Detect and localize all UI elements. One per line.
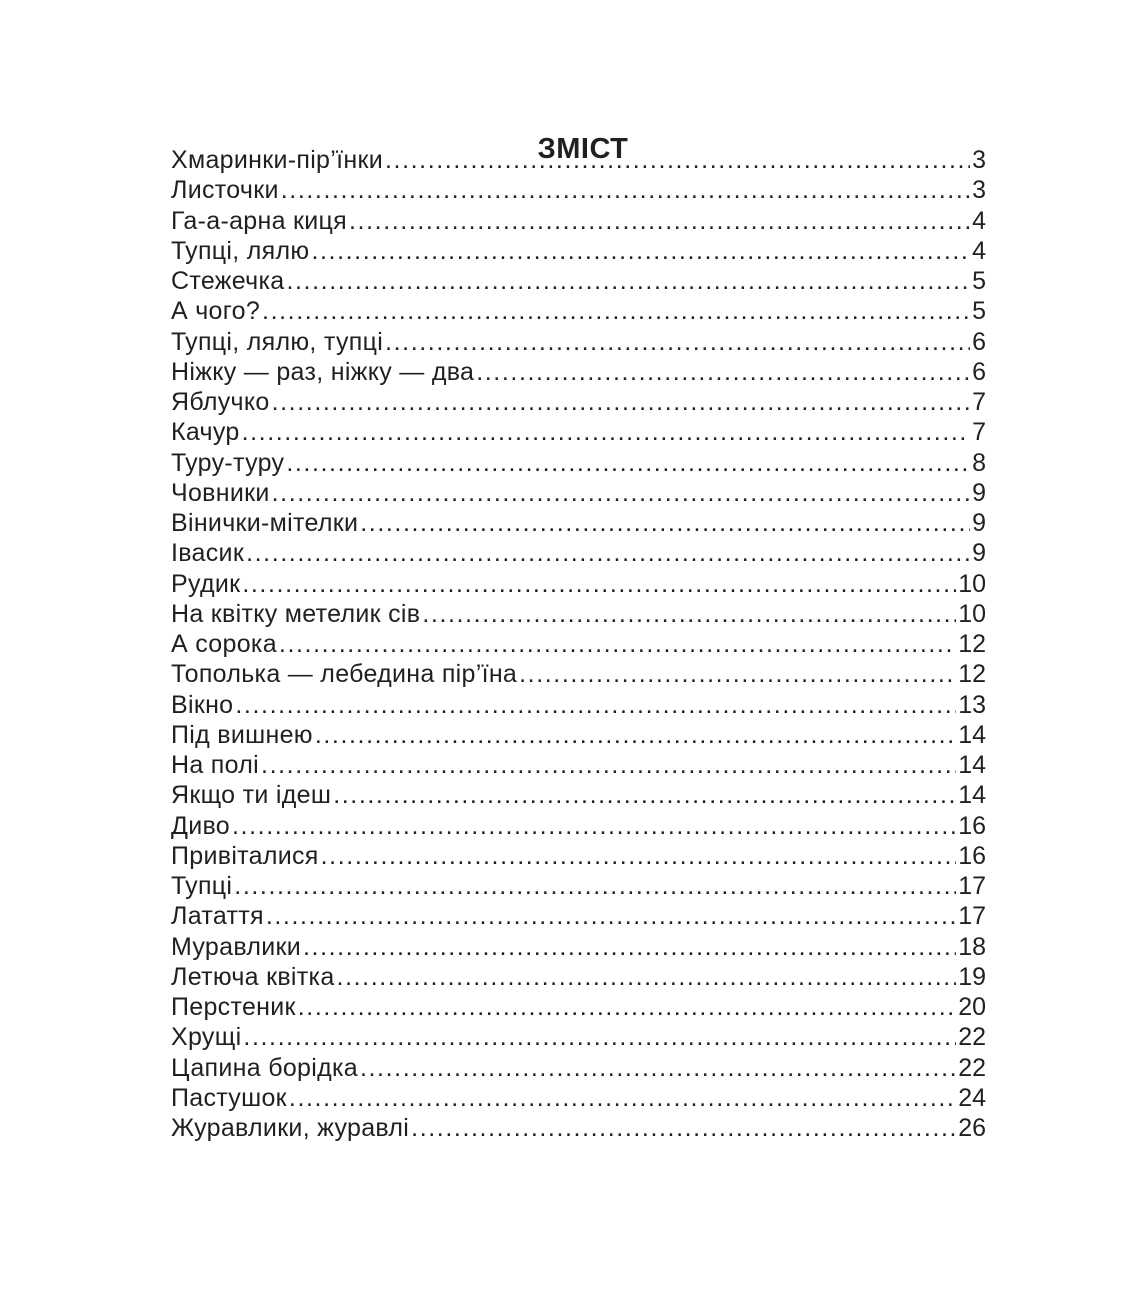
dot-leader — [411, 1113, 956, 1143]
toc-entry-page: 9 — [972, 478, 986, 507]
toc-entry-title: Стежечка — [171, 267, 285, 295]
dot-leader — [281, 175, 970, 205]
toc-entry — [171, 599, 986, 629]
toc-entry — [171, 690, 986, 720]
toc-entry-page: 6 — [972, 327, 986, 356]
page-title: ЗМІСТ — [537, 133, 629, 166]
toc-entry — [171, 811, 986, 841]
toc-entry-title: Привіталися — [171, 841, 319, 870]
dot-leader — [519, 659, 956, 689]
toc-entry — [171, 629, 986, 659]
dot-leader — [385, 145, 970, 175]
toc-entry-page: 5 — [972, 267, 986, 295]
toc-entry-title: А чого? — [171, 297, 261, 326]
toc-entry-page: 14 — [958, 720, 986, 749]
toc-entry — [171, 266, 986, 296]
toc-entry-title: Латаття — [171, 902, 264, 931]
toc-entry — [171, 1113, 986, 1143]
toc-entry-title: На квітку метелик сів — [171, 599, 421, 628]
toc-entry — [171, 357, 986, 387]
toc-entry — [171, 962, 986, 992]
dot-leader — [315, 720, 956, 750]
toc-entry-page: 5 — [972, 297, 986, 326]
toc-entry — [171, 387, 986, 417]
toc-entry-page: 4 — [972, 206, 986, 235]
toc-entry-title: Якщо ти ідеш — [171, 781, 332, 810]
dot-leader — [242, 417, 971, 447]
toc-entry-title: Га-а-арна киця — [171, 206, 348, 235]
dot-leader — [476, 357, 970, 387]
toc-entry-title: Рудик — [171, 569, 241, 598]
dot-leader — [360, 1053, 956, 1083]
dot-leader — [349, 206, 970, 236]
toc-entry — [171, 236, 986, 266]
toc-entry — [171, 992, 986, 1022]
toc-entry — [171, 448, 986, 478]
toc-entry — [171, 327, 986, 357]
toc-entry-title: Тупці, лялю — [171, 236, 310, 265]
toc-entry-title: Журавлики, журавлі — [171, 1114, 410, 1142]
toc-entry — [171, 145, 986, 175]
toc-entry — [171, 720, 986, 750]
toc-entry-page: 13 — [958, 690, 986, 719]
toc-entry-title: Ніжку — раз, ніжку — два — [171, 357, 475, 386]
toc-entry — [171, 1022, 986, 1052]
dot-leader — [246, 538, 970, 568]
toc-entry-title: Туру-туру — [171, 448, 285, 477]
toc-entry-page: 12 — [958, 630, 986, 658]
dot-leader — [235, 690, 956, 720]
toc-entry-page: 9 — [972, 539, 986, 568]
toc-entry-title: Качур — [171, 418, 240, 447]
toc-entry — [171, 508, 986, 538]
dot-leader — [261, 750, 956, 780]
toc-entry-page: 16 — [958, 811, 986, 840]
toc-entry — [171, 750, 986, 780]
dot-leader — [286, 266, 970, 296]
toc-entry — [171, 901, 986, 931]
toc-entry-title: Цапина борідка — [171, 1053, 358, 1082]
toc-entry-title: Під вишнею — [171, 720, 313, 749]
dot-leader — [266, 901, 956, 931]
toc-entry-title: А сорока — [171, 630, 277, 658]
toc-entry-page: 19 — [958, 962, 986, 991]
toc-entry — [171, 841, 986, 871]
dot-leader — [385, 327, 970, 357]
toc-entry-title: Хмаринки-пір’їнки — [171, 146, 383, 174]
toc-entry — [171, 569, 986, 599]
toc-entry-title: Муравлики — [171, 932, 301, 961]
toc-entry-title: Човники — [171, 478, 270, 507]
toc-entry-title: Летюча квітка — [171, 962, 335, 991]
toc-entry — [171, 206, 986, 236]
toc-entry-title: Івасик — [171, 539, 245, 568]
toc-entry-page: 10 — [958, 599, 986, 628]
toc-entry-page: 26 — [958, 1114, 986, 1142]
dot-leader — [333, 780, 956, 810]
toc-entry — [171, 478, 986, 508]
toc-entry-title: Хрущі — [171, 1023, 242, 1052]
toc-entry-page: 6 — [972, 357, 986, 386]
toc-entry — [171, 538, 986, 568]
table-of-contents — [171, 145, 986, 1143]
toc-entry-title: Перстеник — [171, 993, 296, 1021]
toc-entry-title: Яблучко — [171, 388, 270, 416]
toc-entry-title: Листочки — [171, 176, 279, 205]
toc-entry — [171, 296, 986, 326]
toc-entry-title: Пастушок — [171, 1083, 287, 1112]
toc-entry-page: 4 — [972, 236, 986, 265]
dot-leader — [422, 599, 956, 629]
toc-entry-page: 14 — [958, 751, 986, 779]
dot-leader — [360, 508, 970, 538]
dot-leader — [311, 236, 970, 266]
toc-entry-title: Тупці, лялю, тупці — [171, 327, 384, 356]
toc-entry-page: 8 — [972, 448, 986, 477]
dot-leader — [272, 387, 971, 417]
dot-leader — [289, 1083, 956, 1113]
dot-leader — [262, 296, 970, 326]
toc-entry-page: 7 — [972, 388, 986, 416]
toc-entry-page: 9 — [972, 509, 986, 537]
toc-entry-title: Тополька — лебедина пір’їна — [171, 660, 518, 689]
dot-leader — [303, 932, 956, 962]
toc-entry-page: 10 — [958, 569, 986, 598]
toc-entry-page: 17 — [958, 872, 986, 900]
dot-leader — [298, 992, 956, 1022]
toc-entry-title: Тупці — [171, 872, 233, 900]
toc-entry — [171, 871, 986, 901]
toc-entry-page: 16 — [958, 841, 986, 870]
dot-leader — [321, 841, 957, 871]
toc-entry — [171, 780, 986, 810]
toc-entry-page: 22 — [958, 1023, 986, 1052]
toc-entry-title: Вінички-мітелки — [171, 509, 359, 537]
toc-entry-page: 18 — [958, 932, 986, 961]
toc-entry-page: 7 — [972, 418, 986, 447]
toc-entry-page: 3 — [972, 146, 986, 174]
dot-leader — [337, 962, 957, 992]
toc-entry-page: 12 — [958, 660, 986, 689]
toc-entry — [171, 1083, 986, 1113]
dot-leader — [286, 448, 970, 478]
toc-entry-page: 20 — [958, 993, 986, 1021]
toc-entry-title: Вікно — [171, 690, 234, 719]
toc-entry-title: Диво — [171, 811, 231, 840]
toc-entry-page: 3 — [972, 176, 986, 205]
toc-entry-title: На полі — [171, 751, 260, 779]
dot-leader — [232, 811, 956, 841]
toc-entry — [171, 932, 986, 962]
dot-leader — [242, 569, 956, 599]
toc-entry-page: 14 — [958, 781, 986, 810]
toc-entry — [171, 175, 986, 205]
toc-entry-page: 24 — [958, 1083, 986, 1112]
toc-entry — [171, 1053, 986, 1083]
toc-entry — [171, 659, 986, 689]
dot-leader — [272, 478, 970, 508]
toc-entry-page: 22 — [958, 1053, 986, 1082]
dot-leader — [243, 1022, 956, 1052]
toc-entry — [171, 417, 986, 447]
toc-entry-page: 17 — [958, 902, 986, 931]
dot-leader — [234, 871, 956, 901]
dot-leader — [279, 629, 956, 659]
